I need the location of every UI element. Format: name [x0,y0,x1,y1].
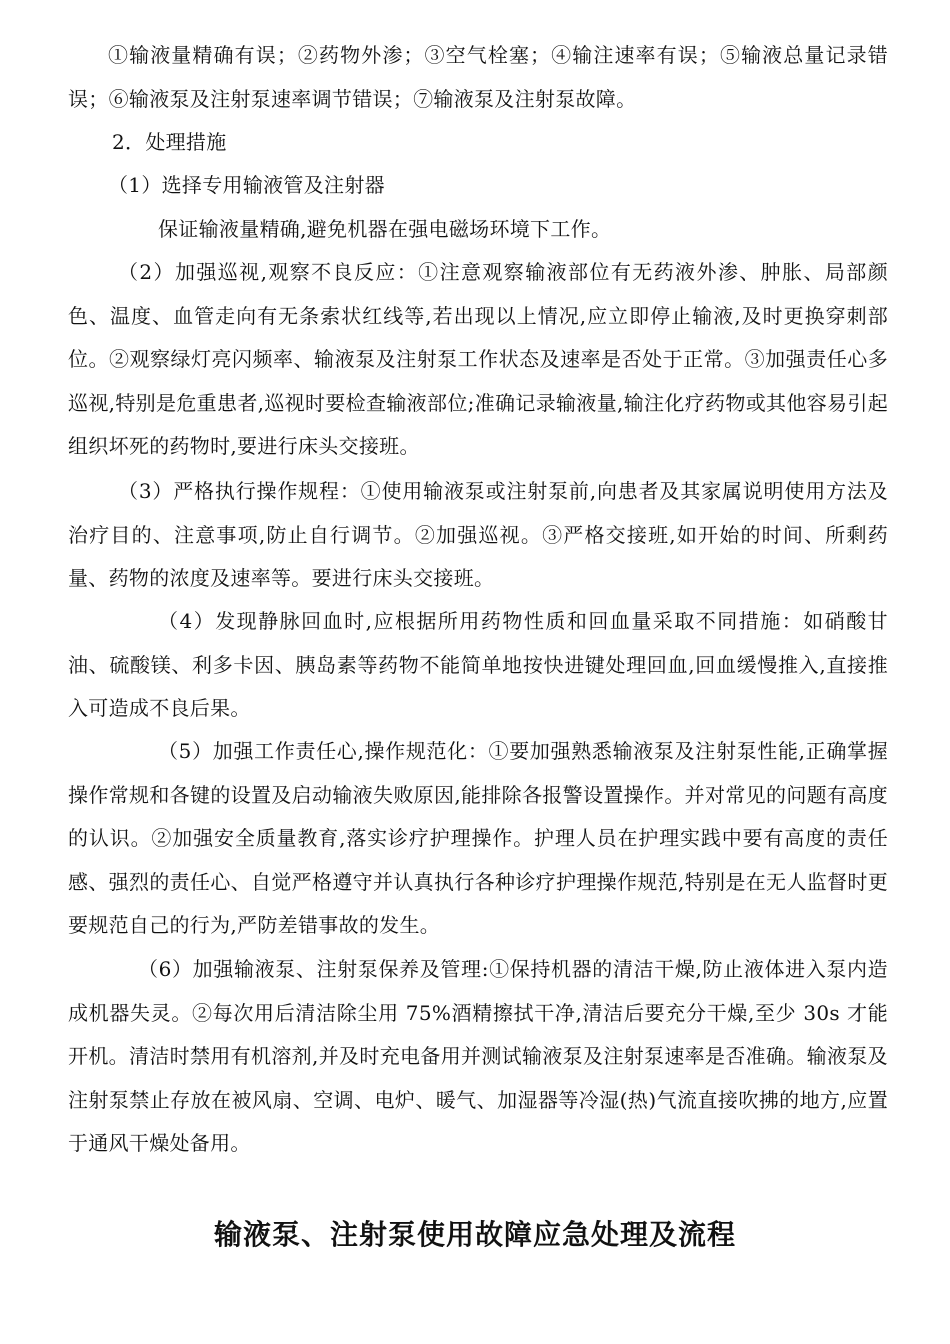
causes-paragraph: ①输液量精确有误；②药物外渗；③空气栓塞；④输注速率有误；⑤输液总量记录错误；⑥输液泵及注射泵速率调节错误；⑦输液泵及注射泵故障。 [68,43,888,111]
item3-paragraph: （3）严格执行操作规程：①使用输液泵或注射泵前,向患者及其家属说明使用方法及治疗目的、注意事项,防止自行调节。②加强巡视。③严格交接班,如开始的时间、所剩药量、药物的浓度及速率等。要进行床头交接班。 [68,479,888,591]
measures-heading: 2．处理措施 [112,130,227,154]
item4-paragraph: （4）发现静脉回血时,应根据所用药物性质和回血量采取不同措施：如硝酸甘油、硫酸镁、利多卡因、胰岛素等药物不能简单地按快进键处理回血,回血缓慢推入,直接推入可造成不良后果。 [68,609,888,721]
item1-body: 保证输液量精确,避免机器在强电磁场环境下工作。 [158,217,612,241]
item5-paragraph: （5）加强工作责任心,操作规范化：①要加强熟悉输液泵及注射泵性能,正确掌握操作常规和各键的设置及启动输液失败原因,能排除各报警设置操作。并对常见的问题有高度的认识。②加强安全质量教育,落实诊疗护理操作。护理人员在护理实践中要有高度的责任感、强烈的责任心、自觉严格遵守并认真执行各种诊疗护理操作规范,特别是在无人监督时更要规范自己的行为,严防差错事故的发生。 [68,739,889,938]
item6-paragraph: （6）加强输液泵、注射泵保养及管理:①保持机器的清洁干燥,防止液体进入泵内造成机器失灵。②每次用后清洁除尘用 75%酒精擦拭干净,清洁后要充分干燥,至少 30s 才能开机。清洁时禁用有机溶剂,并及时充电备用并测试输液泵及注射泵速率是否准确。输液泵及注射泵禁止存放在被风扇、空调、电炉、暖气、加湿器等冷湿(热)气流直接吹拂的地方,应置于通风干燥处备用。 [68,957,888,1156]
item2-paragraph: （2）加强巡视,观察不良反应：①注意观察输液部位有无药液外渗、肿胀、局部颜色、温度、血管走向有无条索状红线等,若出现以上情况,应立即停止输液,及时更换穿刺部位。②观察绿灯亮闪频率、输液泵及注射泵工作状态及速率是否处于正常。③加强责任心多巡视,特别是危重患者,巡视时要检查输液部位;准确记录输液量,输注化疗药物或其他容易引起组织坏死的药物时,要进行床头交接班。 [68,260,888,459]
item1-heading: （1）选择专用输液管及注射器 [108,173,385,197]
section-title: 输液泵、注射泵使用故障应急处理及流程 [213,1218,736,1251]
